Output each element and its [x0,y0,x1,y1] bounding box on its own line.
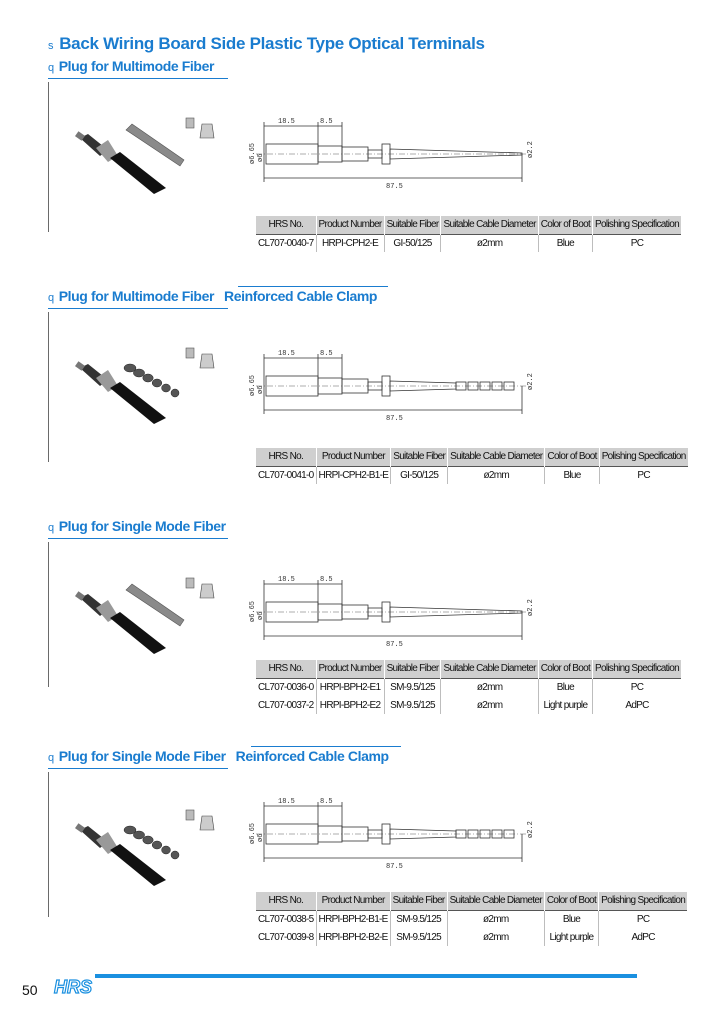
table-header-cell: Product Number [316,892,390,910]
plug-boot [110,382,166,424]
table-row [256,466,688,484]
title-text: Back Wiring Board Side Plastic Type Optical Terminals [59,34,485,53]
table-row [256,234,681,252]
dim-label: 18.5 [278,798,295,806]
table-cell: Blue [538,234,592,252]
section-bullet: q [48,522,54,534]
subheading-rule [238,286,388,287]
table-cell: HRPI-BPH2-B2-E [316,928,390,946]
table-cell: AdPC [599,928,687,946]
dim-label: 87.5 [386,863,403,871]
table-cell: SM-9.5/125 [384,696,441,714]
hrs-logo [52,975,92,997]
plug-boot [110,152,166,194]
table-header-cell: Product Number [316,216,384,234]
page-title [48,34,485,54]
table-cell: HRPI-BPH2-E1 [316,678,384,696]
small-part [186,578,194,588]
dim-label: 87.5 [386,183,403,191]
table-header-cell: Polishing Specification [593,216,681,234]
spec-table [256,892,687,946]
table-cell: SM-9.5/125 [390,928,447,946]
footer-bar [95,974,637,978]
sleeve-ring [162,384,171,392]
plug-sleeve [126,584,184,626]
table-cell: CL707-0037-2 [258,699,314,711]
dim-label: 8.5 [320,118,333,126]
sleeve-ring [171,389,179,397]
plug-photo [74,116,224,196]
dimension-drawing [249,792,556,872]
dimension-drawing [249,344,556,424]
dim-label: 18.5 [278,350,295,358]
section-side-rule [48,312,49,462]
table-cell: ø2mm [448,466,545,484]
table-cell: ø2mm [447,928,544,946]
table-header-cell: Color of Boot [538,660,592,678]
sleeve-ring [133,831,144,839]
table-cell: PC [599,466,687,484]
table-cell: ø2mm [441,234,538,252]
table-row [256,928,687,946]
dim-label: ø6.65 [249,822,257,844]
table-row [256,678,681,696]
dim-label: ø6 [257,833,265,842]
spec-table [256,216,681,252]
table-cell: PC [599,910,687,928]
sleeve-ring [143,836,153,844]
table-header-cell: HRS No. [256,660,316,678]
crimp-sleeve [200,584,214,598]
table-cell: ø2mm [441,678,538,696]
heading-rule [48,538,228,539]
section-title: Plug for Multimode Fiber [58,288,215,304]
dim-label: ø6.65 [249,142,257,164]
table-cell: HRPI-BPH2-B1-E [316,910,390,928]
table-cell: Blue [544,910,598,928]
table-cell: Light purple [538,696,592,714]
table-cell: Light purple [544,928,598,946]
subheading-rule [251,746,401,747]
table-header-cell: Suitable Fiber [384,660,441,678]
small-part [186,810,194,820]
page-number: 50 [22,982,38,998]
table-header-cell: HRS No. [256,892,316,910]
table-header-cell: Suitable Cable Diameter [447,892,544,910]
table-header-cell: Color of Boot [544,892,598,910]
table-header-cell: Polishing Specification [599,448,687,466]
table-header-cell: Suitable Fiber [384,216,441,234]
section-heading [48,748,389,764]
table-header-cell: Suitable Fiber [390,892,447,910]
section-side-rule [48,772,49,917]
section-side-rule [48,542,49,687]
small-part [186,118,194,128]
table-cell: ø2mm [441,696,538,714]
dim-label: ø6 [257,153,265,162]
dim-label: ø2.2 [527,373,535,390]
table-cell: CL707-0039-8 [258,931,314,943]
title-bullet: s [48,40,54,52]
spec-table [256,660,681,714]
sleeve-ring [133,369,144,377]
table-cell: CL707-0041-0 [256,466,316,484]
table-cell: AdPC [593,696,681,714]
dim-label: 8.5 [320,350,333,358]
table-cell: ø2mm [447,910,544,928]
table-header-cell: Product Number [316,660,384,678]
table-cell: SM-9.5/125 [384,678,441,696]
svg-text:HRS: HRS [54,977,93,997]
sleeve-ring [152,379,162,387]
dim-label: 8.5 [320,798,333,806]
section-heading [48,518,226,534]
table-header-cell: HRS No. [256,216,316,234]
dim-label: ø6.65 [249,600,257,622]
dim-label: ø2.2 [527,141,535,158]
plug-boot [110,612,166,654]
table-header-cell: Suitable Cable Diameter [441,660,538,678]
spec-table [256,448,688,484]
small-part [186,348,194,358]
table-cell: GI-50/125 [384,234,441,252]
table-cell: HRPI-CPH2-E [316,234,384,252]
table-cell: PC [593,234,681,252]
table-header-cell: Polishing Specification [593,660,681,678]
table-cell: CL707-0036-0 [256,678,316,696]
dim-label: ø2.2 [527,821,535,838]
dim-label: 87.5 [386,415,403,423]
dim-label: ø6 [257,385,265,394]
table-cell: HRPI-CPH2-B1-E [316,466,391,484]
crimp-sleeve [200,124,214,138]
table-row [256,910,687,928]
table-header-cell: Color of Boot [545,448,599,466]
table-cell: CL707-0040-7 [256,234,316,252]
heading-rule [48,768,228,769]
section-side-rule [48,82,49,232]
table-cell: CL707-0038-5 [256,910,316,928]
section-heading [48,58,214,74]
table-cell: Blue [545,466,599,484]
sleeve-ring [143,374,153,382]
table-cell: Blue [538,678,592,696]
table-cell: SM-9.5/125 [390,910,447,928]
table-cell: PC [593,678,681,696]
section-subtitle: Reinforced Cable Clamp [235,748,389,764]
table-header-cell: Suitable Fiber [391,448,448,466]
dim-label: ø6.65 [249,374,257,396]
sleeve-ring [162,846,171,854]
plug-photo [74,346,224,426]
table-cell: GI-50/125 [391,466,448,484]
dim-label: 8.5 [320,576,333,584]
heading-rule [48,308,228,309]
dim-label: 18.5 [278,576,295,584]
plug-boot [110,844,166,886]
section-heading [48,288,377,304]
section-bullet: q [48,292,54,304]
section-bullet: q [48,62,54,74]
table-header-cell: Suitable Cable Diameter [448,448,545,466]
dim-label: ø6 [257,611,265,620]
heading-rule [48,78,228,79]
crimp-sleeve [200,354,214,368]
plug-sleeve [126,124,184,166]
table-row [256,696,681,714]
sleeve-ring [152,841,162,849]
crimp-sleeve [200,816,214,830]
dimension-drawing [249,570,556,650]
dimension-drawing [249,112,556,192]
section-title: Plug for Multimode Fiber [58,58,215,74]
plug-photo [74,808,224,888]
table-header-cell: Suitable Cable Diameter [441,216,538,234]
section-bullet: q [48,752,54,764]
table-header-cell: HRS No. [256,448,316,466]
section-title: Plug for Single Mode Fiber [58,748,226,764]
dim-label: 87.5 [386,641,403,649]
section-title: Plug for Single Mode Fiber [58,518,226,534]
dim-label: ø2.2 [527,599,535,616]
table-header-cell: Product Number [316,448,391,466]
table-header-cell: Polishing Specification [599,892,687,910]
sleeve-ring [171,851,179,859]
section-subtitle: Reinforced Cable Clamp [224,288,378,304]
dim-label: 18.5 [278,118,295,126]
table-cell: HRPI-BPH2-E2 [316,696,384,714]
table-header-cell: Color of Boot [538,216,592,234]
plug-photo [74,576,224,656]
